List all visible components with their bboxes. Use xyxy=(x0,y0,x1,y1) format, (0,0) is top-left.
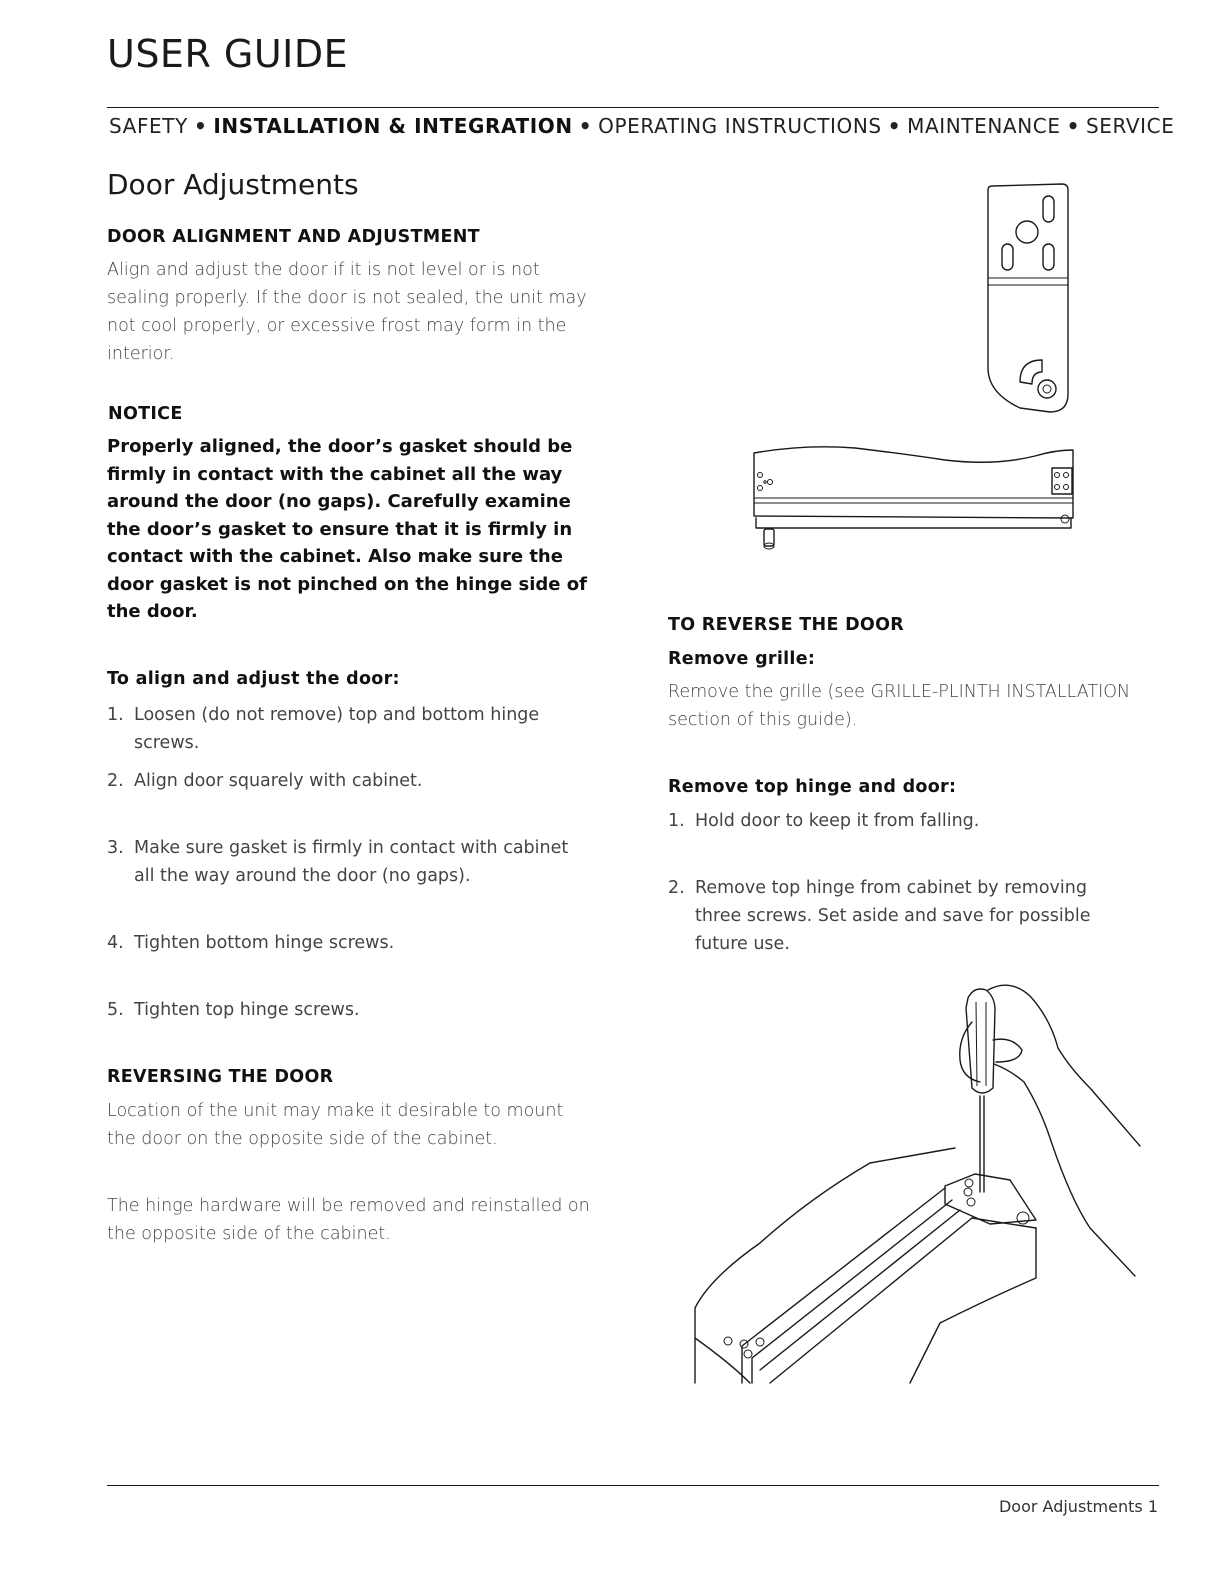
reversing-heading: REVERSING THE DOOR xyxy=(107,1067,334,1087)
procedure-heading: To align and adjust the door: xyxy=(107,669,400,689)
step-number: 1. xyxy=(107,705,124,725)
cabinet-top-edge xyxy=(695,1148,955,1383)
list-item xyxy=(107,929,607,957)
nav-item-installation-current: INSTALLATION & INTEGRATION xyxy=(213,114,573,138)
page-title: Door Adjustments xyxy=(107,168,359,201)
door-side-edge xyxy=(910,1228,1036,1383)
step-number: 1. xyxy=(668,811,685,831)
screw-icon xyxy=(965,1179,973,1187)
screw-icon xyxy=(1064,485,1069,490)
door-gasket-line xyxy=(752,1200,952,1383)
step-text: Align door squarely with cabinet. xyxy=(134,771,423,791)
screw-icon xyxy=(764,481,766,483)
nav-separator: • xyxy=(1066,114,1080,138)
nav-separator: • xyxy=(887,114,902,138)
remove-grille-heading: Remove grille: xyxy=(668,649,816,669)
document-title: USER GUIDE xyxy=(107,32,349,76)
screw-icon xyxy=(1055,473,1060,478)
hinge-bracket-illustration xyxy=(980,178,1080,418)
list-item xyxy=(107,996,607,1024)
nav-separator: • xyxy=(578,114,593,138)
bracket-slot xyxy=(1043,244,1054,270)
screw-icon xyxy=(758,473,763,478)
screwdriver-hinge-illustration xyxy=(690,978,1150,1386)
footer-page-label: Door Adjustments 1 xyxy=(998,1497,1158,1516)
notice-heading: NOTICE xyxy=(108,404,183,424)
bracket-center-hole xyxy=(1016,221,1038,243)
bracket-pivot-slot xyxy=(1020,360,1042,384)
screw-icon xyxy=(756,1338,764,1346)
remove-hinge-heading: Remove top hinge and door: xyxy=(668,777,957,797)
step-text: Hold door to keep it from falling. xyxy=(695,811,980,831)
step-number: 2. xyxy=(107,771,124,791)
list-item xyxy=(107,767,607,795)
door-gasket-line xyxy=(760,1210,960,1370)
screw-icon xyxy=(964,1188,972,1196)
screw-icon xyxy=(1064,473,1069,478)
remove-grille-body: Remove the grille (see GRILLE-PLINTH INSTALLATION section of this guide). xyxy=(668,682,1131,730)
bracket-pivot-pin xyxy=(1043,385,1051,393)
footer-rule xyxy=(107,1485,1159,1486)
reversing-body-1: Location of the unit may make it desirable to mount the door on the opposite side of the cabinet. xyxy=(107,1101,564,1149)
alignment-body: Align and adjust the door if it is not level or is not sealing properly. If the door is not sealed, the unit may not cool properly, or excessive frost may form in the interior. xyxy=(107,260,587,364)
screw-icon xyxy=(768,480,773,485)
bracket-outline xyxy=(988,184,1068,412)
screw-icon xyxy=(758,486,763,491)
screw-icon xyxy=(1055,485,1060,490)
bracket-pivot-hole xyxy=(1038,380,1056,398)
pivot-icon xyxy=(1061,515,1069,523)
step-number: 5. xyxy=(107,1000,124,1020)
door-top-outline xyxy=(754,447,1073,518)
door-top-view-illustration xyxy=(745,438,1085,558)
wrist-outline xyxy=(994,1064,1135,1276)
section-nav xyxy=(109,114,1175,138)
notice-body: Properly aligned, the door’s gasket should be firmly in contact with the cabinet all the way around the door (no gaps). Carefully examine the door’s gasket to ensure that it is firmly in contact with the cabinet. Also make sure the door gasket is not pinched on the hinge side of the door. xyxy=(107,436,587,622)
list-item xyxy=(668,874,1138,958)
hand-outline xyxy=(988,985,1140,1146)
screw-icon xyxy=(967,1198,975,1206)
step-text: Make sure gasket is firmly in contact with cabinet all the way around the door (no gaps). xyxy=(134,838,569,886)
list-item xyxy=(107,701,607,757)
list-item xyxy=(668,807,1148,835)
nav-item-safety: SAFETY xyxy=(109,114,188,138)
nav-separator: • xyxy=(193,114,208,138)
step-number: 2. xyxy=(668,878,685,898)
hinge-plate xyxy=(1052,468,1072,494)
step-number: 4. xyxy=(107,933,124,953)
pivot-icon xyxy=(1017,1212,1029,1224)
nav-item-operating: OPERATING INSTRUCTIONS xyxy=(598,114,882,138)
step-number: 3. xyxy=(107,838,124,858)
nav-item-service: SERVICE xyxy=(1085,114,1175,138)
step-text: Remove top hinge from cabinet by removing three screws. Set aside and save for possible future use. xyxy=(695,878,1091,954)
nav-item-maintenance: MAINTENANCE xyxy=(907,114,1061,138)
alignment-heading: DOOR ALIGNMENT AND ADJUSTMENT xyxy=(107,227,480,247)
header-rule xyxy=(107,107,1159,108)
door-bottom-edge xyxy=(756,518,1071,528)
screw-icon xyxy=(724,1337,732,1345)
step-text: Tighten top hinge screws. xyxy=(134,1000,360,1020)
step-text: Tighten bottom hinge screws. xyxy=(134,933,395,953)
hand-thumb xyxy=(993,1039,1022,1062)
screwdriver-grip-line xyxy=(976,1002,977,1086)
bracket-slot xyxy=(1043,196,1054,222)
screw-icon xyxy=(744,1350,752,1358)
hinge-plate xyxy=(945,1174,1036,1224)
list-item xyxy=(107,834,587,890)
reverse-door-heading: TO REVERSE THE DOOR xyxy=(668,615,905,635)
reversing-body-2: The hinge hardware will be removed and reinstalled on the opposite side of the cabinet. xyxy=(107,1196,590,1244)
bracket-slot xyxy=(1002,244,1013,270)
step-text: Loosen (do not remove) top and bottom hinge screws. xyxy=(134,705,540,753)
